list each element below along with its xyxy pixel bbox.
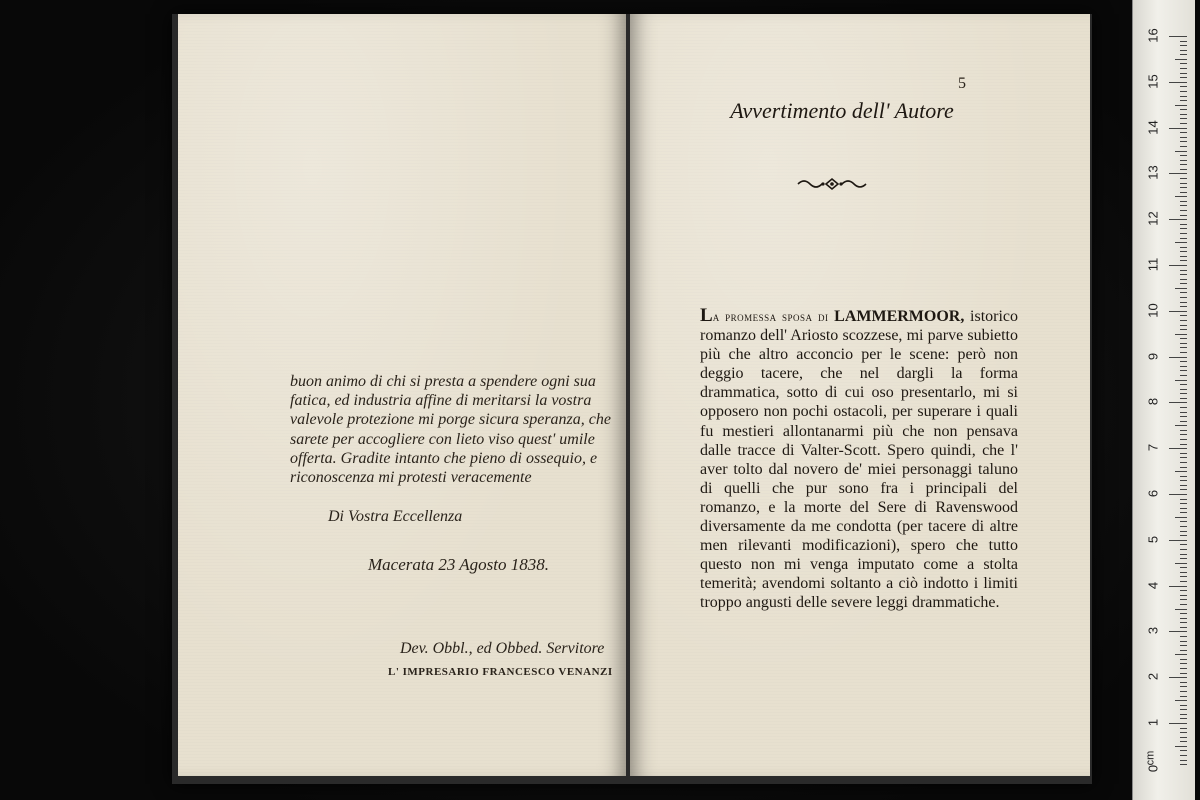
ruler-tick (1180, 160, 1187, 161)
ruler-tick (1180, 141, 1187, 142)
ruler-tick (1180, 256, 1187, 257)
ruler-label: 4 (1145, 581, 1161, 589)
ruler-tick (1180, 499, 1187, 500)
ruler-tick (1180, 137, 1187, 138)
ruler-tick (1180, 750, 1187, 751)
ruler-tick (1169, 82, 1187, 83)
ruler-tick (1180, 718, 1187, 719)
ruler-tick (1175, 471, 1187, 472)
ruler-label: 1 (1145, 718, 1161, 727)
ruler-tick (1180, 297, 1187, 298)
ruler-tick (1180, 407, 1187, 408)
ruler-tick (1180, 292, 1187, 293)
ruler-tick (1169, 631, 1187, 632)
drop-cap: L (700, 305, 713, 326)
dedication-date: Macerata 23 Agosto 1838. (368, 555, 550, 574)
ruler-tick (1180, 352, 1187, 353)
ruler-tick (1180, 764, 1187, 765)
ruler-label: 10 (1145, 303, 1161, 318)
ruler-label: 5 (1145, 535, 1161, 543)
ruler-tick (1175, 59, 1187, 60)
ruler-tick (1180, 535, 1187, 536)
ruler-tick (1180, 421, 1187, 422)
ruler-tick (1175, 563, 1187, 564)
ruler-tick (1180, 302, 1187, 303)
ruler-tick (1180, 183, 1187, 184)
ruler-tick (1180, 521, 1187, 522)
ruler-tick (1180, 567, 1187, 568)
ruler-tick (1180, 508, 1187, 509)
ruler-tick (1180, 663, 1187, 664)
ruler-label: 13 (1145, 165, 1161, 181)
ruler-tick (1180, 315, 1187, 316)
ruler-tick (1180, 622, 1187, 623)
ruler-tick (1169, 36, 1187, 37)
ruler-tick (1180, 512, 1187, 513)
ruler-tick (1180, 526, 1187, 527)
ruler-tick (1180, 73, 1187, 74)
ruler-tick (1180, 412, 1187, 413)
ruler-tick (1180, 54, 1187, 55)
ruler-tick (1180, 416, 1187, 417)
ruler-tick (1180, 164, 1187, 165)
ruler-tick (1175, 425, 1187, 426)
ruler-tick (1180, 96, 1187, 97)
ruler-tick (1180, 224, 1187, 225)
ruler-tick (1169, 723, 1187, 724)
ruler-tick (1180, 682, 1187, 683)
ruler-tick (1180, 613, 1187, 614)
ruler-tick (1169, 448, 1187, 449)
ruler-tick (1180, 709, 1187, 710)
ruler-label: 15 (1145, 74, 1161, 89)
ruler-label: 9 (1145, 352, 1161, 360)
ruler-tick (1169, 219, 1187, 220)
ruler-tick (1180, 604, 1187, 605)
ruler-tick (1180, 384, 1187, 385)
title-smallcaps: a promessa sposa di (712, 309, 829, 324)
ruler-tick (1180, 146, 1187, 147)
ruler-tick (1180, 444, 1187, 445)
dedication-closing: Di Vostra Eccellenza (328, 508, 463, 525)
ruler-tick (1180, 366, 1187, 367)
ruler-tick (1180, 68, 1187, 69)
ruler-tick (1169, 586, 1187, 587)
ruler-tick (1180, 641, 1187, 642)
ruler-tick (1180, 714, 1187, 715)
ruler-tick (1180, 531, 1187, 532)
ruler-tick (1180, 169, 1187, 170)
measurement-ruler (1132, 0, 1195, 800)
ruler-label: 3 (1145, 627, 1161, 635)
ruler-label: 8 (1145, 398, 1161, 406)
ruler-tick (1175, 654, 1187, 655)
ruler-tick (1180, 544, 1187, 545)
ruler-tick (1169, 677, 1187, 678)
ruler-tick (1180, 274, 1187, 275)
ruler-tick (1180, 389, 1187, 390)
ruler-tick (1169, 357, 1187, 358)
ruler-tick (1180, 228, 1187, 229)
ruler-tick (1169, 128, 1187, 129)
ruler-tick (1180, 77, 1187, 78)
ruler-tick (1180, 343, 1187, 344)
ruler-tick (1180, 306, 1187, 307)
ruler-tick (1180, 370, 1187, 371)
ruler-tick (1180, 114, 1187, 115)
ruler-tick (1180, 732, 1187, 733)
ruler-tick (1180, 467, 1187, 468)
ruler-tick (1180, 503, 1187, 504)
ruler-tick (1175, 196, 1187, 197)
ruler-tick (1180, 279, 1187, 280)
ruler-tick (1169, 494, 1187, 495)
right-page (630, 14, 1090, 776)
ruler-tick (1180, 673, 1187, 674)
section-heading: Avvertimento dell' Autore (730, 98, 954, 123)
ruler-tick (1175, 700, 1187, 701)
ruler-tick (1180, 215, 1187, 216)
ruler-tick (1180, 375, 1187, 376)
ruler-tick (1180, 178, 1187, 179)
ruler-tick (1180, 329, 1187, 330)
ruler-unit: cm (1144, 750, 1157, 766)
left-page (178, 14, 626, 776)
ruler-tick (1180, 576, 1187, 577)
ruler-tick (1180, 645, 1187, 646)
ruler-tick (1175, 380, 1187, 381)
ruler-tick (1180, 686, 1187, 687)
ruler-tick (1180, 696, 1187, 697)
ruler-label: 16 (1145, 28, 1161, 43)
ruler-label: 12 (1145, 211, 1161, 226)
ruler-tick (1180, 595, 1187, 596)
ruler-tick (1180, 247, 1187, 248)
ruler-tick (1180, 210, 1187, 211)
ruler-tick (1180, 361, 1187, 362)
ruler-tick (1180, 320, 1187, 321)
ruler-tick (1180, 325, 1187, 326)
ruler-tick (1180, 554, 1187, 555)
ruler-label: 11 (1145, 257, 1161, 272)
ruler-tick (1180, 205, 1187, 206)
ruler-tick (1180, 476, 1187, 477)
ruler-tick (1175, 609, 1187, 610)
ruler-tick (1180, 201, 1187, 202)
preface-body: istorico romanzo dell' Ariosto scozzese, mi parve subietto più che altro acconcio per le scene: però non deggio tacere, che nel dargli la forma drammatica, sotto di cui oso presentarlo, mi si opposero non pochi ostacoli, per superare i quali fu mestieri allontanarmi più che non pensava dalle tracce di Valter-Scott. Spero quindi, che l' aver tolto dal novero de' miei personaggi taluno di quelli che pur sono fra i principali del romanzo, e la morte del Sere di Ravenswood diversamente da me condotta (per tacere di altre men rilevanti modificazioni), spero che tutto questo non mi venga imputato come a stolta temerità; avendomi soltanto a ciò indotto i limiti troppo angusti delle severe leggi drammatiche. (700, 308, 1019, 612)
page-number: 5 (958, 75, 966, 92)
ruler-tick (1180, 741, 1187, 742)
ruler-tick (1180, 457, 1187, 458)
ruler-tick (1180, 462, 1187, 463)
ruler-tick (1180, 187, 1187, 188)
ruler-tick (1180, 123, 1187, 124)
ruler-tick (1180, 439, 1187, 440)
ruler-tick (1180, 91, 1187, 92)
ruler-tick (1180, 489, 1187, 490)
ruler-tick (1175, 242, 1187, 243)
ruler-tick (1180, 100, 1187, 101)
preface-text (700, 306, 1018, 613)
ruler-tick (1180, 118, 1187, 119)
ruler-tick (1180, 41, 1187, 42)
ruler-tick (1180, 627, 1187, 628)
ruler-tick (1180, 192, 1187, 193)
open-book (172, 14, 1092, 784)
ruler-tick (1169, 265, 1187, 266)
ruler-tick (1180, 338, 1187, 339)
ruler-tick (1180, 45, 1187, 46)
ruler-tick (1180, 558, 1187, 559)
dedication-text: buon animo di chi si presta a spendere ogni sua fatica, ed industria affine di meritarsi la vostra valevole protezione mi porge sicura speranza, che sarete per accogliere con lieto viso quest' umile offerta. Gradite intanto che pieno di ossequio, e riconoscenza mi protesti veracemente (290, 373, 611, 487)
ruler-label: 2 (1145, 673, 1161, 681)
ruler-tick (1180, 691, 1187, 692)
ruler-tick (1180, 581, 1187, 582)
ruler-tick (1180, 50, 1187, 51)
ruler-tick (1180, 283, 1187, 284)
ruler-tick (1169, 402, 1187, 403)
ruler-tick (1180, 650, 1187, 651)
ruler-tick (1180, 109, 1187, 110)
ruler-tick (1175, 746, 1187, 747)
ruler-tick (1180, 618, 1187, 619)
ruler-tick (1180, 485, 1187, 486)
title-bold: LAMMERMOOR, (834, 308, 965, 325)
ruler-tick (1175, 517, 1187, 518)
ruler-tick (1180, 233, 1187, 234)
ruler-tick (1175, 151, 1187, 152)
ruler-tick (1180, 705, 1187, 706)
ruler-label: 0 (1145, 764, 1161, 772)
ruler-tick (1175, 105, 1187, 106)
ruler-tick (1169, 173, 1187, 174)
ruler-tick (1180, 63, 1187, 64)
ruler-tick (1180, 393, 1187, 394)
ruler-label: 6 (1145, 489, 1161, 498)
ruler-tick (1180, 480, 1187, 481)
ruler-tick (1180, 636, 1187, 637)
ruler-tick (1180, 155, 1187, 156)
ruler-tick (1180, 132, 1187, 133)
ruler-tick (1180, 453, 1187, 454)
ruler-tick (1180, 590, 1187, 591)
ruler-tick (1180, 572, 1187, 573)
ruler-tick (1175, 288, 1187, 289)
ruler-tick (1169, 540, 1187, 541)
ruler-label: 7 (1145, 444, 1161, 452)
ruler-tick (1180, 668, 1187, 669)
ruler-tick (1180, 347, 1187, 348)
ruler-tick (1180, 434, 1187, 435)
ruler-tick (1180, 260, 1187, 261)
ruler-tick (1180, 430, 1187, 431)
ruler-tick (1180, 251, 1187, 252)
ruler-tick (1180, 737, 1187, 738)
ruler-tick (1175, 334, 1187, 335)
ruler-tick (1180, 270, 1187, 271)
ruler-tick (1180, 86, 1187, 87)
ruler-tick (1180, 398, 1187, 399)
ruler-tick (1180, 755, 1187, 756)
signature: L' IMPRESARIO FRANCESCO VENANZI (388, 666, 613, 678)
ruler-tick (1169, 311, 1187, 312)
ruler-tick (1180, 728, 1187, 729)
ruler-tick (1180, 549, 1187, 550)
servant-line: Dev. Obbl., ed Obbed. Servitore (400, 640, 605, 657)
ruler-tick (1180, 760, 1187, 761)
ruler-tick (1180, 659, 1187, 660)
ruler-label: 14 (1145, 119, 1161, 135)
ruler-tick (1180, 238, 1187, 239)
decorative-ornament-icon (796, 176, 868, 195)
ruler-tick (1180, 599, 1187, 600)
